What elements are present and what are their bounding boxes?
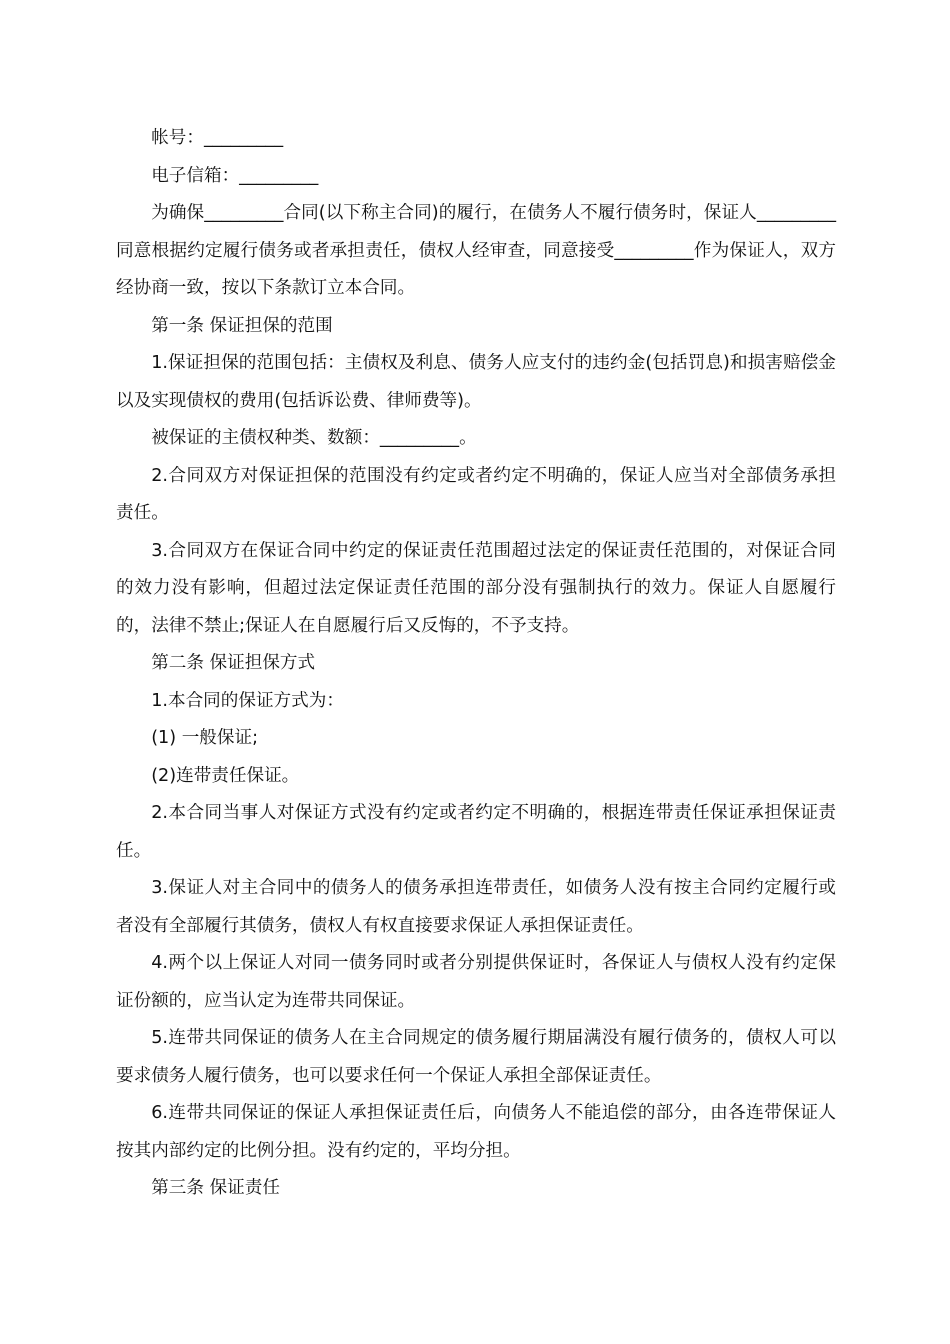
article-2-clause-3: 3.保证人对主合同中的债务人的债务承担连带责任，如债务人没有按主合同约定履行或者没有全部履行其债务，债权人有权直接要求保证人承担保证责任。 [116,878,836,936]
email-line: 电子信箱：_________ [151,165,319,186]
article-2-clause-4: 4.两个以上保证人对同一债务同时或者分别提供保证时，各保证人与债权人没有约定保证份额的，应当认定为连带共同保证。 [116,953,836,1011]
article-1-clause-2: 2.合同双方对保证担保的范围没有约定或者约定不明确的，保证人应当对全部债务承担责任。 [116,465,836,523]
article-2-option-1: (1) 一般保证; [151,728,259,748]
article-2-option-2: (2)连带责任保证。 [151,765,300,786]
article-2-clause-2: 2.本合同当事人对保证方式没有约定或者约定不明确的，根据连带责任保证承担保证责任。 [116,803,836,861]
article-1-heading: 第一条 保证担保的范围 [151,315,333,336]
document-page [116,120,836,1208]
article-1-clause-3: 3.合同双方在保证合同中约定的保证责任范围超过法定的保证责任范围的，对保证合同的效力没有影响，但超过法定保证责任范围的部分没有强制执行的效力。保证人自愿履行的，法律不禁止;保证人在自愿履行后又反悔的，不予支持。 [116,540,836,636]
article-3-heading: 第三条 保证责任 [151,1178,280,1198]
article-2-clause-6: 6.连带共同保证的保证人承担保证责任后，向债务人不能追偿的部分，由各连带保证人按其内部约定的比例分担。没有约定的，平均分担。 [116,1103,836,1161]
guaranteed-debt-line: 被保证的主债权种类、数额：_________。 [151,428,477,448]
preamble-paragraph: 为确保_________合同(以下称主合同)的履行，在债务人不履行债务时，保证人_________同意根据约定履行债务或者承担责任，债权人经审查，同意接受_________作为保证人，双方经协商一致，按以下条款订立本合同。 [116,203,836,298]
account-number-line: 帐号：_________ [151,128,284,148]
article-1-clause-1: 1.保证担保的范围包括：主债权及利息、债务人应支付的违约金(包括罚息)和损害赔偿金以及实现债权的费用(包括诉讼费、律师费等)。 [116,353,836,411]
article-2-clause-1: 1.本合同的保证方式为： [151,690,344,711]
article-2-clause-5: 5.连带共同保证的债务人在主合同规定的债务履行期届满没有履行债务的，债权人可以要求债务人履行债务，也可以要求任何一个保证人承担全部保证责任。 [116,1028,836,1086]
article-2-heading: 第二条 保证担保方式 [151,653,316,673]
